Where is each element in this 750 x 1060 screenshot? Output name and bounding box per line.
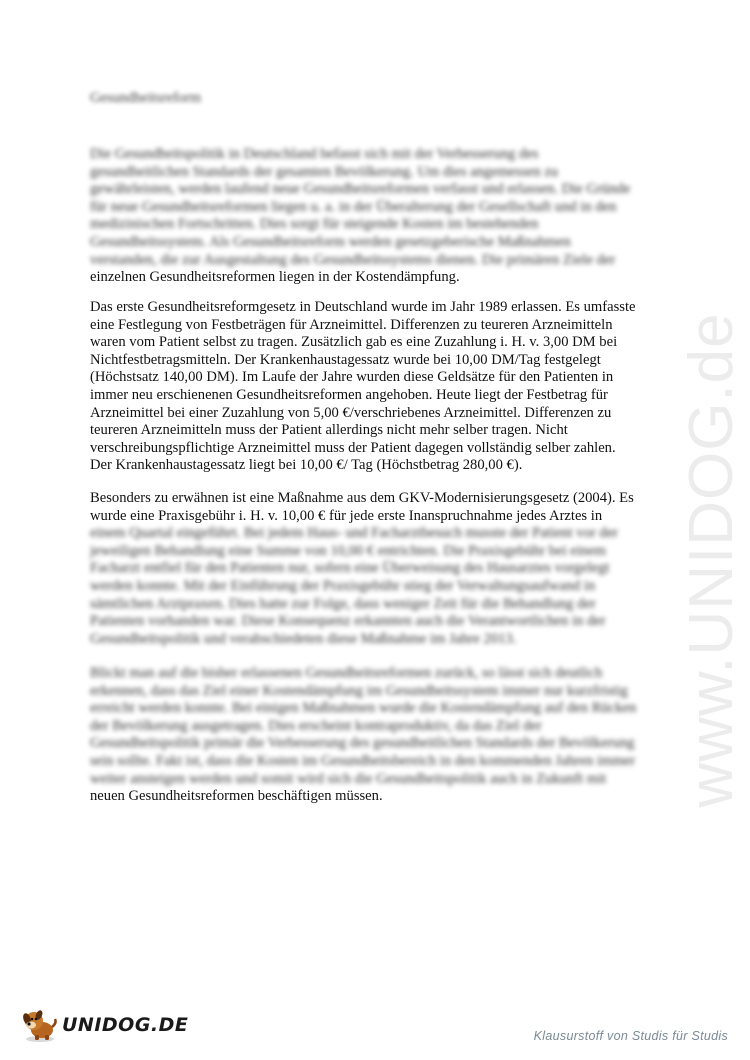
text-line: teureren Arzneimitteln muss der Patient allerdings nicht mehr selber tragen. Nicht — [90, 422, 568, 439]
watermark: www.UNIDOG.de — [677, 312, 746, 808]
dog-mascot-icon — [20, 1005, 60, 1045]
text-line: Der Krankenhaustagessatz liegt bei 10,00 €/ Tag (Höchstbetrag 280,00 €). — [90, 457, 523, 474]
paragraph-1 — [90, 146, 665, 287]
text-line: erkennen, dass das Ziel einer Kostendämpfung im Gesundheitssystem immer nur kurzfristig — [90, 682, 628, 699]
text-line: sämtlichen Arztpraxen. Dies hatte zur Folge, dass weniger Zeit für die Behandlung der — [90, 595, 596, 612]
text-line: verschreibungspflichtige Arzneimittel muss der Patient dagegen vollständig selber zahlen. — [90, 439, 616, 456]
blurred-text-block — [90, 665, 665, 788]
text-line: erreicht werden konnte. Bei einigen Maßnahmen wurde die Kostendämpfung auf den Rücken — [90, 700, 637, 717]
text-line: weiter ansteigen werden und somit wird sich die Gesundheitspolitik auch in Zukunft mit — [90, 770, 607, 787]
text-line: neuen Gesundheitsreformen beschäftigen müssen. — [90, 788, 383, 805]
clear-text-block — [90, 788, 665, 806]
text-line: (Höchstsatz 140,00 DM). Im Laufe der Jahre wurden diese Geldsätze für den Patienten in — [90, 369, 614, 386]
text-line: verstanden, die zur Ausgestaltung des Gesundheitssystems dienen. Die primären Ziele der — [90, 251, 616, 268]
blurred-text-block — [90, 146, 665, 269]
text-line: der Bevölkerung ausgetragen. Dies erscheint kontraproduktiv, da das Ziel der — [90, 717, 542, 734]
paragraph-2 — [90, 299, 665, 475]
text-line: Nichtfestbetragsmitteln. Der Krankenhaustagessatz wurde bei 10,00 DM/Tag festgelegt — [90, 351, 601, 368]
text-line: für neue Gesundheitsreformen liegen u. a. in der Überalterung der Gesellschaft und in den — [90, 198, 617, 215]
text-line: immer neu erschienenen Gesundheitsreformen angehoben. Heute liegt der Festbetrag für — [90, 386, 608, 403]
clear-text-block — [90, 490, 665, 525]
text-line: Facharzt entfiel für den Patienten nur, sofern eine Überweisung des Hausarztes vorgelegt — [90, 560, 610, 577]
clear-text-block — [90, 269, 665, 287]
text-line: Arzneimittel bei einer Zuzahlung von 5,00 €/verschriebenes Arzneimittel. Differenzen zu — [90, 404, 612, 421]
text-line: einzelnen Gesundheitsreformen liegen in der Kostendämpfung. — [90, 269, 460, 286]
footer-logo[interactable] — [20, 1005, 188, 1045]
text-line: sein sollte. Fakt ist, dass die Kosten im Gesundheitsbereich in den kommenden Jahren immer — [90, 752, 636, 769]
text-line: gewährleisten, werden laufend neue Gesundheitsreformen verfasst und erlassen. Die Gründe — [90, 181, 631, 198]
text-line: jeweiligen Behandlung eine Summe von 10,00 € entrichten. Die Praxisgebühr bei einem — [90, 542, 606, 559]
text-line: werden konnte. Mit der Einführung der Praxisgebühr stieg der Verwaltungsaufwand in — [90, 577, 596, 594]
text-line: eine Festlegung von Festbeträgen für Arzneimittel. Differenzen zu teureren Arzneimitteln — [90, 316, 613, 333]
text-line: Gesundheitspolitik und verabschiedeten diese Maßnahme im Jahre 2013. — [90, 630, 517, 647]
text-line: gesundheitlichen Standards der gesamten Bevölkerung. Um dies angemessen zu — [90, 163, 559, 180]
document-title: Gesundheitsreform — [90, 90, 202, 106]
text-line: wurde eine Praxisgebühr i. H. v. 10,00 € für jede erste Inanspruchnahme jedes Arztes in — [90, 507, 603, 524]
text-line: Das erste Gesundheitsreformgesetz in Deutschland wurde im Jahr 1989 erlassen. Es umfasste — [90, 299, 636, 315]
text-line: einem Quartal eingeführt. Bei jedem Haus- und Facharztbesuch musste der Patient vor der — [90, 525, 619, 542]
text-line: medizinischen Fortschritten. Dies sorgt für steigende Kosten im bestehenden — [90, 216, 539, 233]
text-line: Die Gesundheitspolitik in Deutschland befasst sich mit der Verbesserung des — [90, 146, 539, 162]
blurred-text-block — [90, 525, 665, 648]
footer-tagline: Klausurstoff von Studis für Studis — [533, 1029, 728, 1043]
text-line: Gesundheitspolitik primär die Verbesserung des gesundheitlichen Standards der Bevölkerung — [90, 735, 635, 752]
text-line: Besonders zu erwähnen ist eine Maßnahme aus dem GKV-Modernisierungsgesetz (2004). Es — [90, 490, 634, 506]
text-line: waren vom Patient selbst zu tragen. Zusätzlich gab es eine Zuzahlung i. H. v. 3,00 DM bei — [90, 334, 618, 351]
text-line: Blickt man auf die bisher erlassenen Gesundheitsreformen zurück, so lässt sich deutlich — [90, 665, 603, 681]
paragraph-3 — [90, 490, 665, 648]
text-line: Patienten vorhanden war. Diese Konsequenz erkannten auch die Verantwortlichen in der — [90, 613, 606, 630]
text-line: Gesundheitssystem. Als Gesundheitsreform werden gesetzgeberische Maßnahmen — [90, 233, 571, 250]
paragraph-4 — [90, 665, 665, 806]
logo-text: UNIDOG.DE — [62, 1014, 189, 1036]
